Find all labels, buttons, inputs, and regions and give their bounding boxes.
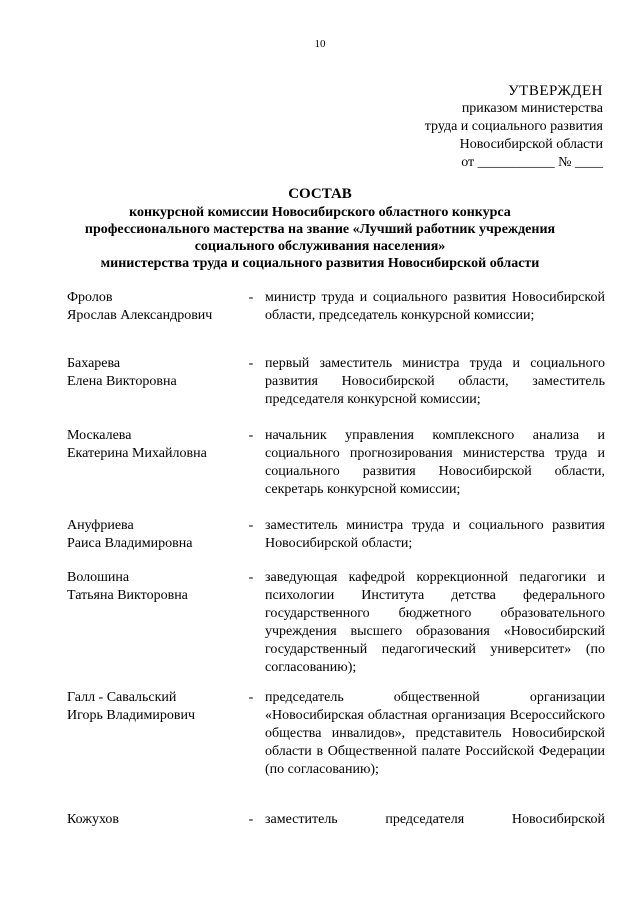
member-surname: Бахарева: [67, 356, 121, 371]
member-name: [67, 289, 237, 355]
heading-line: конкурсной комиссии Новосибирского областного конкурса: [129, 205, 511, 220]
member-role: начальник управления комплексного анализа и социального прогнозирования министерства труда и социального развития Новосибирской области, секретарь конкурсной комиссии;: [265, 428, 605, 497]
member-surname: Москалева: [67, 428, 132, 443]
member-entry: [67, 355, 607, 427]
member-dash: -: [248, 812, 254, 827]
member-role: заместитель председателя Новосибирской: [265, 812, 605, 827]
member-given-names: Елена Викторовна: [67, 374, 177, 389]
commission-members-list: [67, 289, 607, 833]
member-role: министр труда и социального развития Новосибирской области, председатель конкурсной комиссии;: [265, 290, 605, 323]
approval-block: [425, 82, 603, 172]
member-given-names: Игорь Владимирович: [67, 708, 196, 723]
member-given-names: Екатерина Михайловна: [67, 446, 207, 461]
member-given-names: Раиса Владимировна: [67, 536, 193, 551]
member-surname: Ануфриева: [67, 518, 134, 533]
member-name: [67, 811, 237, 833]
approval-date-line: от ___________ № ____: [461, 155, 603, 170]
member-name: [67, 517, 237, 569]
member-role: первый заместитель министра труда и социального развития Новосибирской области, заместитель председателя конкурсной комиссии;: [265, 356, 605, 407]
member-entry: [67, 289, 607, 355]
member-given-names: Ярослав Александрович: [67, 308, 213, 323]
member-surname: Галл - Савальский: [67, 690, 177, 705]
member-entry: [67, 427, 607, 517]
member-name: [67, 355, 237, 427]
member-entry: [67, 689, 607, 811]
member-name: [67, 569, 237, 689]
member-given-names: Татьяна Викторовна: [67, 588, 188, 603]
member-role: заведующая кафедрой коррекционной педагогики и психологии Института детства федерального государственного бюджетного образовательного учреждения высшего образования «Новосибирский государственный педагогический университет» (по согласованию);: [265, 570, 605, 675]
member-entry: [67, 569, 607, 689]
member-dash: -: [248, 356, 254, 371]
approval-title: УТВЕРЖДЕН: [508, 83, 603, 99]
member-role: заместитель министра труда и социального развития Новосибирской области;: [265, 518, 605, 551]
member-entry: [67, 811, 607, 833]
member-dash: -: [248, 290, 254, 305]
member-dash: -: [248, 690, 254, 705]
heading-line: профессионального мастерства на звание «Лучший работник учреждения: [84, 222, 556, 237]
document-heading: [40, 185, 600, 272]
member-dash: -: [248, 518, 254, 533]
member-surname: Кожухов: [67, 812, 120, 827]
member-name: [67, 689, 237, 811]
member-role: председатель общественной организации «Новосибирская областная организация Всероссийского общества инвалидов», представитель Новосибирской области в Общественной палате Российской Федерации (по согласованию);: [265, 690, 605, 777]
heading-title: СОСТАВ: [288, 186, 352, 202]
member-dash: -: [248, 570, 254, 585]
approval-line: Новосибирской области: [459, 137, 603, 152]
heading-line: министерства труда и социального развития Новосибирской области: [100, 256, 540, 271]
member-name: [67, 427, 237, 517]
member-entry: [67, 517, 607, 569]
approval-line: труда и социального развития: [424, 119, 603, 134]
page-number: 10: [314, 38, 326, 50]
heading-line: социального обслуживания населения»: [194, 239, 446, 254]
approval-line: приказом министерства: [461, 101, 603, 116]
member-dash: -: [248, 428, 254, 443]
member-surname: Фролов: [67, 290, 113, 305]
member-surname: Волошина: [67, 570, 130, 585]
